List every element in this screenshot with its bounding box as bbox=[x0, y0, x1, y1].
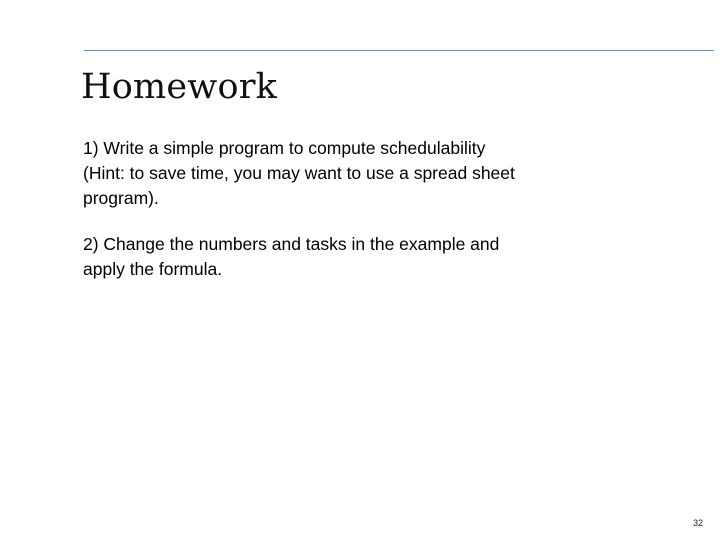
homework-item-2-line-2: apply the formula. bbox=[83, 259, 223, 279]
slide-title: Homework bbox=[81, 67, 278, 107]
homework-item-1 bbox=[83, 136, 515, 211]
page-number: 32 bbox=[692, 518, 703, 528]
homework-item-1-line-1: 1) Write a simple program to compute schedulability bbox=[83, 138, 486, 158]
title-rule bbox=[84, 50, 714, 51]
homework-item-2-line-1: 2) Change the numbers and tasks in the example and bbox=[83, 234, 500, 254]
homework-item-1-line-3: program). bbox=[83, 188, 159, 208]
homework-item-2 bbox=[83, 232, 499, 282]
homework-item-1-line-2: (Hint: to save time, you may want to use a spread sheet bbox=[83, 163, 515, 183]
